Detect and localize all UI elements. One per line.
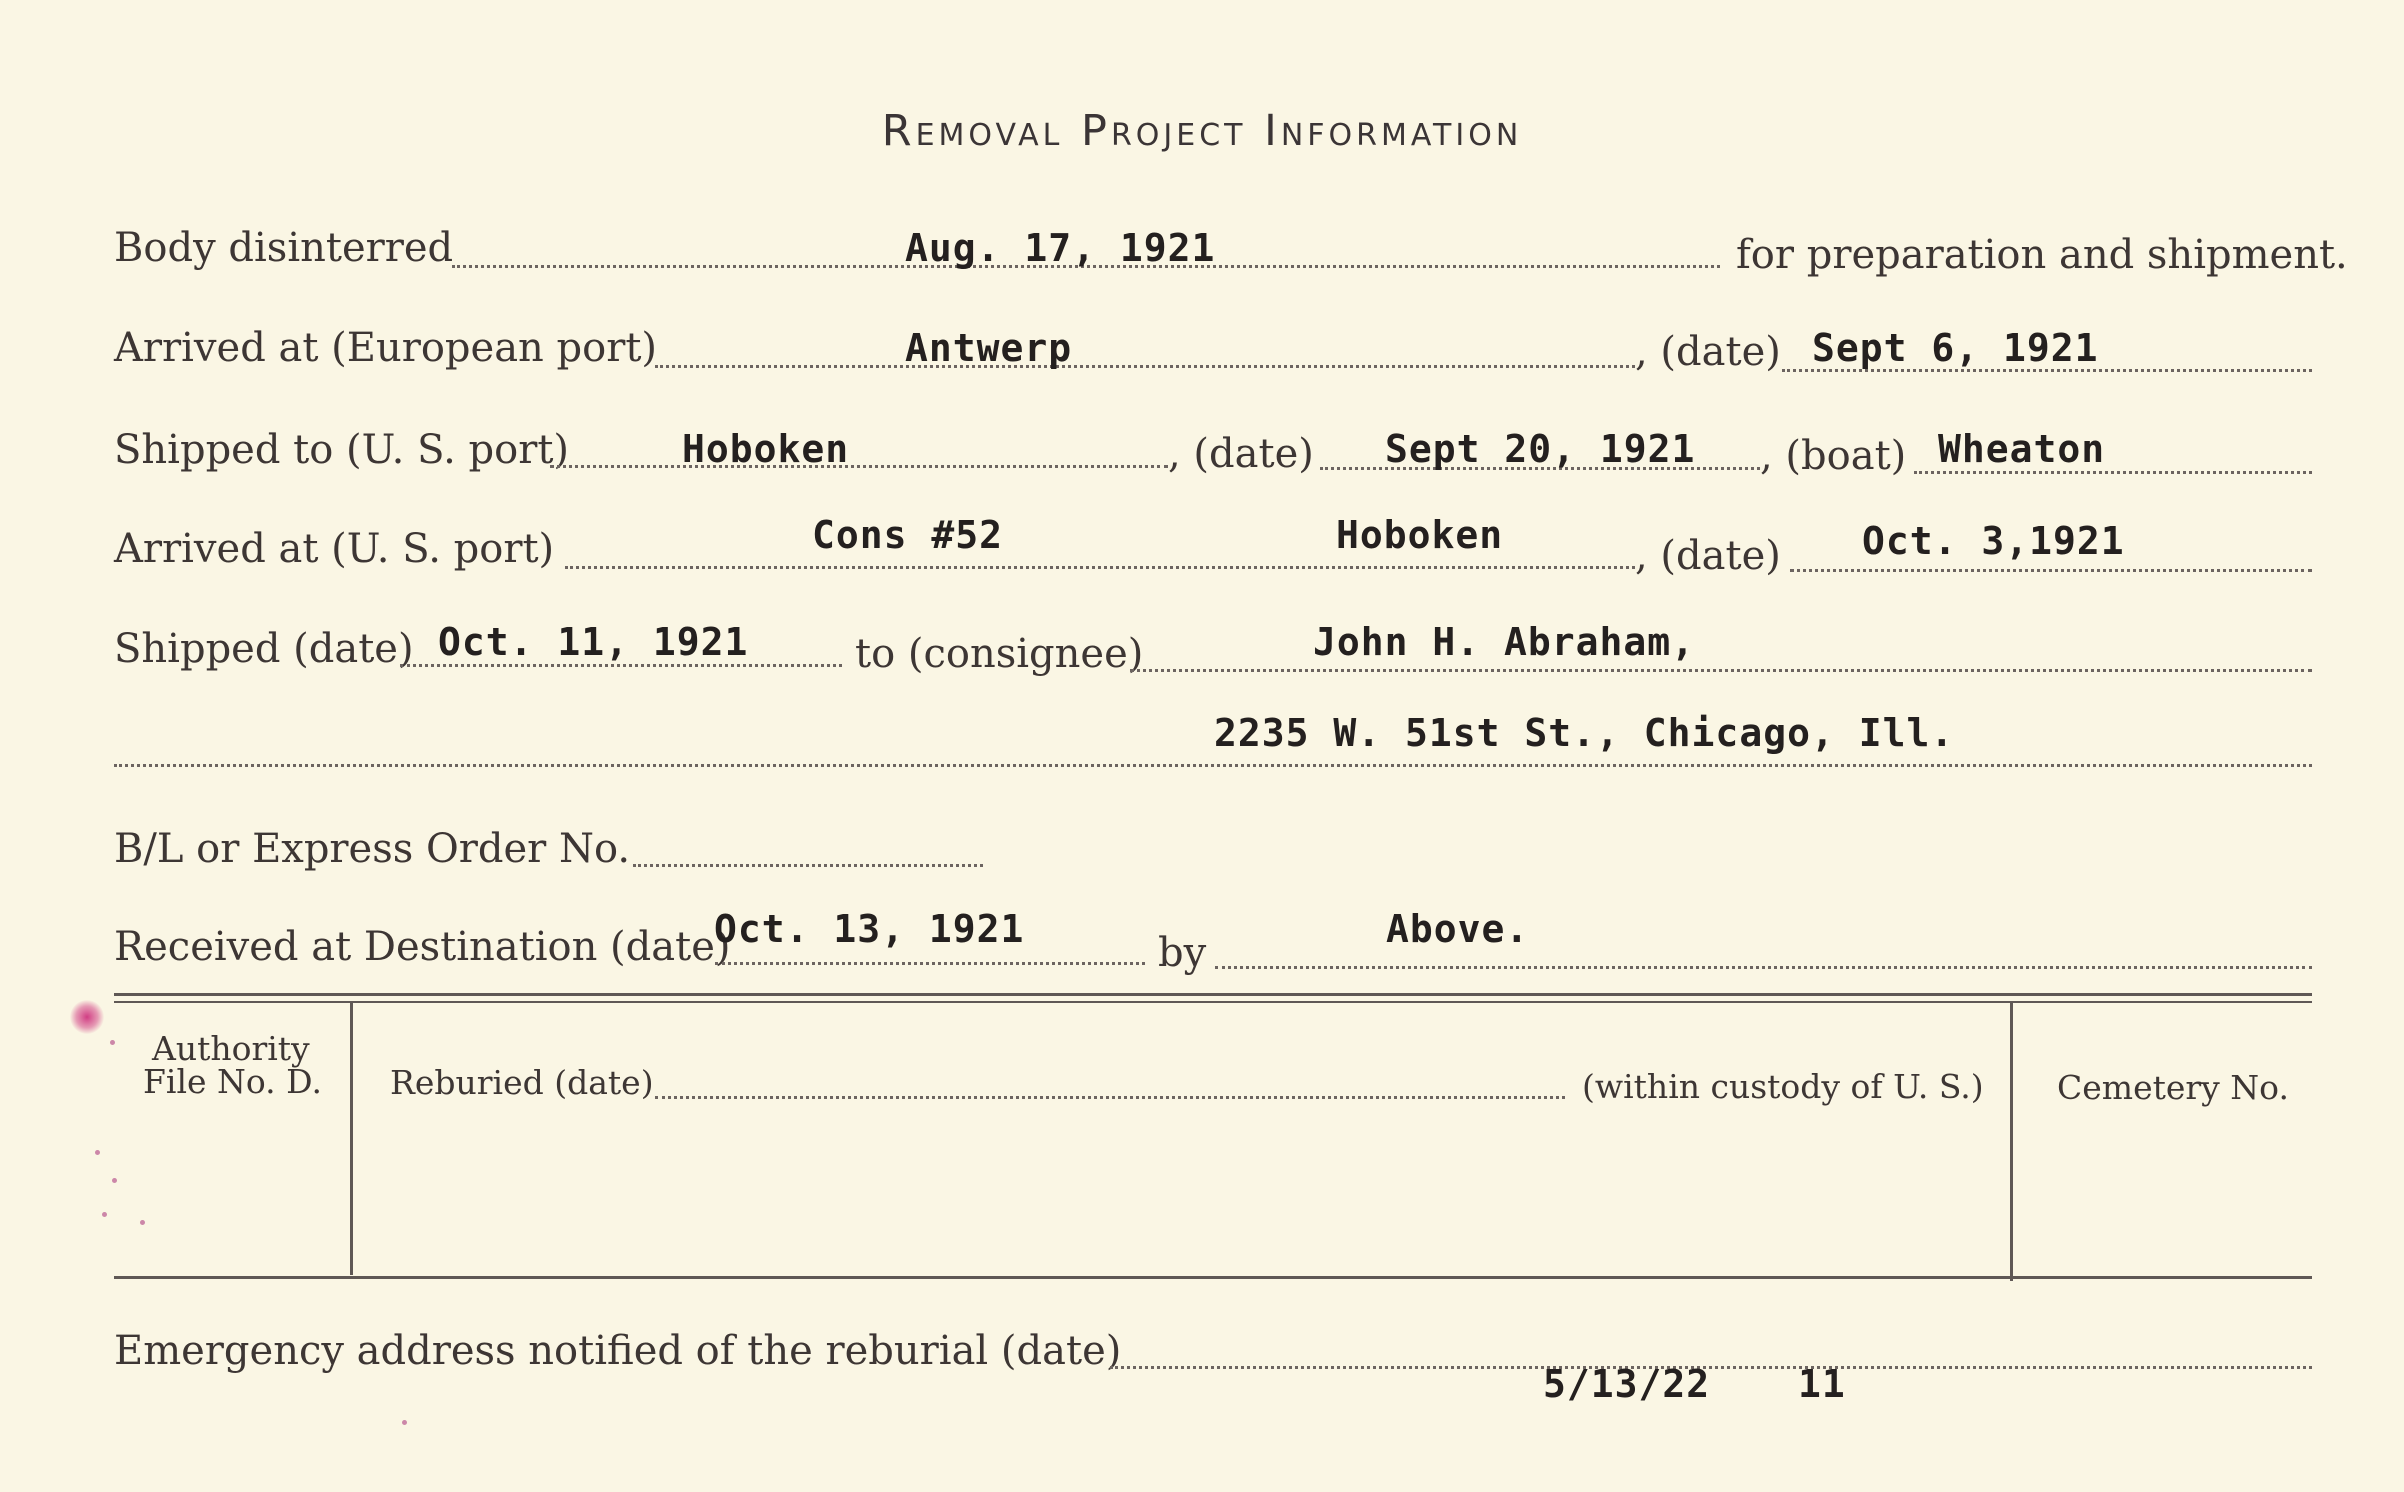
table-top-rule-2 <box>114 1001 2312 1003</box>
emergency-address-label: Emergency address notified of the reburial (date) <box>114 1328 1122 1374</box>
received-by-label: by <box>1158 930 1207 976</box>
initials-value: 11 <box>1798 1362 1846 1406</box>
reburied-date-label: Reburied (date) <box>390 1063 654 1102</box>
us-port-shipped-label: Shipped to (U. S. port) <box>114 427 569 473</box>
emergency-date-value: 5/13/22 <box>1543 1362 1711 1406</box>
us-port-arrived-line <box>565 566 1635 569</box>
shipped-date-value-2: Oct. 11, 1921 <box>438 620 749 664</box>
preparation-shipment-text: for preparation and shipment. <box>1736 232 2348 278</box>
consignee-label: to (consignee) <box>855 631 1144 677</box>
us-port-shipped-line <box>550 465 1168 468</box>
table-bottom-rule <box>114 1276 2312 1279</box>
shipped-date-value: Sept 20, 1921 <box>1385 427 1696 471</box>
ink-speck <box>112 1178 117 1183</box>
ink-stamp-mark <box>70 1000 104 1034</box>
european-date-label: , (date) <box>1635 329 1781 375</box>
shipped-date-line-2 <box>400 664 842 667</box>
boat-line <box>1914 471 2312 474</box>
cemetery-no-label: Cemetery No. <box>2057 1068 2289 1107</box>
bl-order-line <box>633 864 983 867</box>
consignee-line <box>1130 669 2312 672</box>
shipped-date-label: , (date) <box>1168 431 1314 477</box>
reburied-date-line <box>655 1096 1565 1099</box>
authority-label: Authority <box>152 1029 310 1068</box>
ink-speck <box>95 1150 100 1155</box>
body-disinterred-value: Aug. 17, 1921 <box>905 226 1216 270</box>
ink-speck <box>110 1040 115 1045</box>
file-no-label: File No. D. <box>143 1062 322 1101</box>
european-port-value: Antwerp <box>905 326 1073 370</box>
consignee-name: John H. Abraham, <box>1313 620 1696 664</box>
bl-order-label: B/L or Express Order No. <box>114 826 631 872</box>
received-destination-label: Received at Destination (date) <box>114 924 731 970</box>
consignee-address: 2235 W. 51st St., Chicago, Ill. <box>1214 711 1955 755</box>
boat-label: , (boat) <box>1760 433 1907 479</box>
us-port-arrived-value: Hoboken <box>1336 513 1504 557</box>
european-port-line <box>655 365 1635 368</box>
table-divider-right <box>2010 1003 2013 1281</box>
us-port-arrived-label: Arrived at (U. S. port) <box>114 526 555 572</box>
received-date-line <box>715 962 1145 965</box>
arrived-date-line <box>1790 569 2312 572</box>
ink-speck <box>140 1220 145 1225</box>
received-date-value: Oct. 13, 1921 <box>714 907 1025 951</box>
body-disinterred-label: Body disinterred <box>114 225 454 271</box>
european-port-label: Arrived at (European port) <box>114 325 658 371</box>
table-top-rule <box>114 993 2312 996</box>
ink-speck <box>402 1420 407 1425</box>
custody-label: (within custody of U. S.) <box>1582 1067 1984 1106</box>
arrived-date-value: Oct. 3,1921 <box>1862 519 2125 563</box>
boat-value: Wheaton <box>1938 427 2106 471</box>
cons-number-value: Cons #52 <box>812 513 1004 557</box>
us-port-shipped-value: Hoboken <box>682 427 850 471</box>
shipped-date-label-2: Shipped (date) <box>114 626 414 672</box>
emergency-date-line <box>1110 1366 2312 1369</box>
received-by-value: Above. <box>1386 907 1530 951</box>
european-date-value: Sept 6, 1921 <box>1812 326 2099 370</box>
ink-speck <box>102 1212 107 1217</box>
table-divider-left <box>350 1003 353 1275</box>
address-line <box>114 764 2312 767</box>
arrived-date-label: , (date) <box>1635 533 1781 579</box>
card-title: Removal Project Information <box>881 106 1523 156</box>
received-by-line <box>1215 966 2312 969</box>
